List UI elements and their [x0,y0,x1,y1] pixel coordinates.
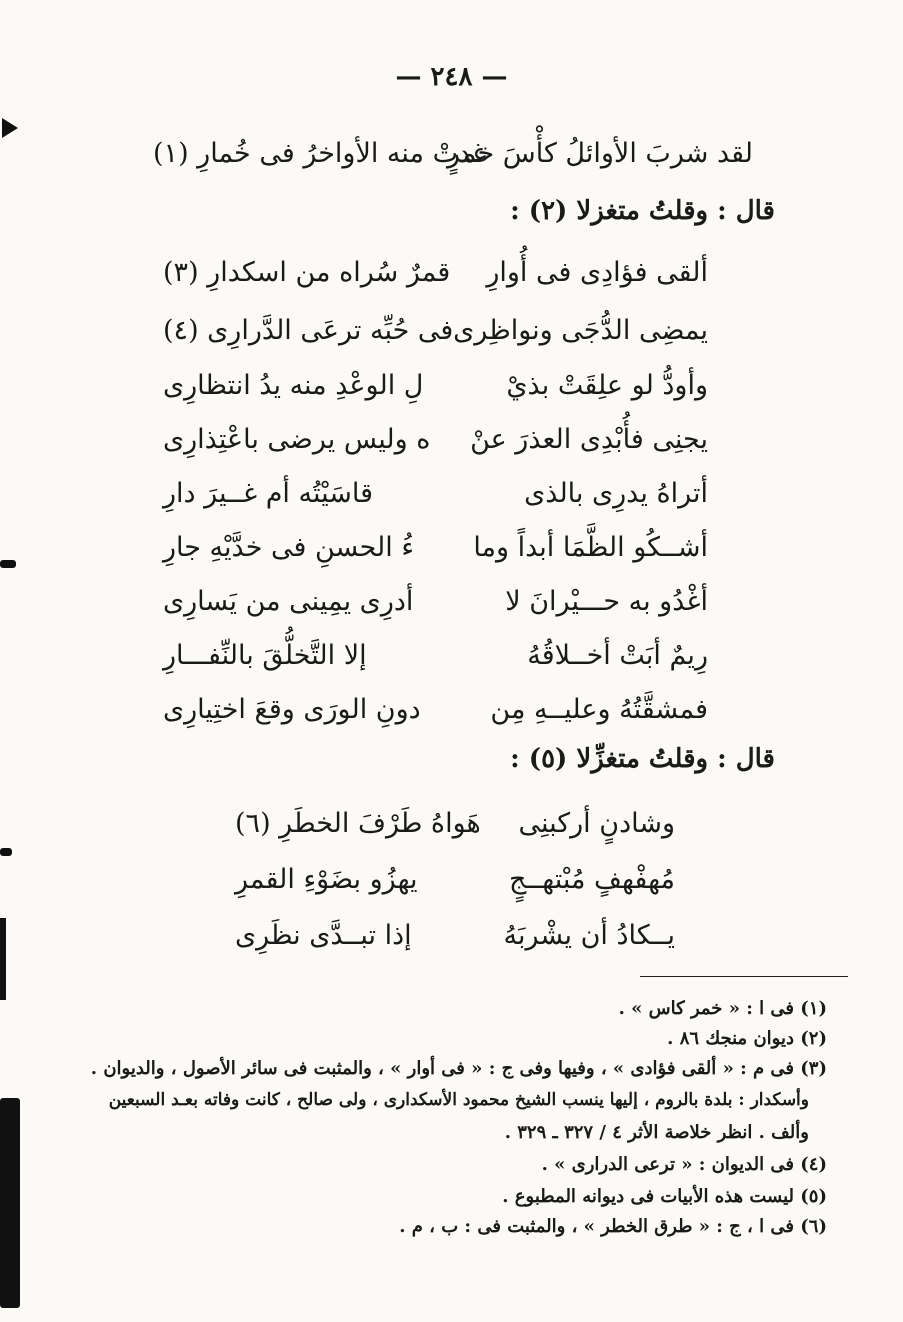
footnote-2: (٢) ديوان منجك ٨٦ . [667,1028,827,1049]
hemistich-second: هَواهُ طَرْفَ الخطَرِ (٦) [235,808,481,839]
hemistich-first: يجنِى فأُبْدِى العذرَ عنْ [470,424,708,455]
footnote-6: (٦) فى ا ، ج : « طرق الخطر » ، والمثبت فى : ب ، م . [399,1216,827,1237]
hemistich-first: رِيمٌ أبَتْ أخــلاقُهُ [527,640,708,671]
hemistich-second: فى حُبِّه ترعَى الدَّرارِى (٤) [163,315,454,346]
hemistich-second: أدرِى يمِينى من يَسارِى [163,586,414,617]
hemistich-first: أغْدُو به حـــيْرانَ لا [505,586,708,617]
footnote-5: (٥) ليست هذه الأبيات فى ديوانه المطبوع . [502,1186,827,1207]
footnote-3: (٣) فى م : « ألقى فؤادى » ، وفيها وفى ج : « فى أوار » ، والمثبت فى سائر الأصول ، والديوان . [90,1058,827,1079]
poem-intro-1: قال : وقلتُ متغزلا (٢) : [510,196,775,226]
page-number: — ٢٤٨ — [395,62,508,92]
hemistich-first: يــكادُ أن يشْربَهُ [503,920,675,951]
hemistich-first: مُهفْهفٍ مُبْتهــجٍ [509,864,675,895]
footnote-1: (١) فى ا : « خمر كاس » . [618,998,827,1019]
hemistich-second: إذا تبــدَّى نظَرِى [235,920,412,951]
footnote-divider [640,976,848,977]
hemistich-first: يمضِى الدُّجَى ونواظِرى [453,315,708,346]
hemistich-second: قمرٌ سُراه من اسكدارِ (٣) [163,257,451,288]
scan-edge-bar-1 [0,918,6,1000]
hemistich-second: إلا التَّخلُّقَ بالنِّفـــارِ [163,640,367,671]
footnote-3-cont-2: وألف . انظر خلاصة الأثر ٤ / ٣٢٧ ـ ٣٢٩ . [504,1122,809,1143]
hemistich-first: وشادنٍ أركبنِى [518,808,675,839]
hemistich-first: فمشقَّتُهُ وعليــهِ مِن [490,694,708,725]
hemistich-first: ألقى فؤادِى فى أُوارِ [486,257,708,288]
verse-hemistich-second: غدتْ منه الأواخرُ فى خُمارِ (١) [153,138,487,169]
hemistich-second: ه وليس يرضى باعْتِذارِى [163,424,431,455]
scan-edge-mark-low [0,848,12,856]
hemistich-first: أشــكُو الظَّمَا أبداً وما [473,532,708,563]
footnote-4: (٤) فى الديوان : « ترعى الدرارى » . [541,1154,827,1175]
hemistich-second: ءُ الحسنِ فى خدَّيْهِ جارِ [163,532,415,563]
hemistich-second: دونِ الورَى وقعَ اختِيارِى [163,694,421,725]
scan-edge-mark-top [2,118,18,138]
hemistich-second: لِ الوعْدِ منه يدُ انتظارِى [163,370,424,401]
poem-intro-2: قال : وقلتُ متغزِّلا (٥) : [510,744,775,774]
hemistich-second: يهزُو بضَوْءِ القمرِ [235,864,418,895]
verse-hemistich-first: لقد شربَ الأوائلُ كأْسَ خمرٍ [447,138,753,169]
scan-edge-bar-2 [0,1098,20,1308]
scan-edge-mark-mid [0,560,16,568]
hemistich-first: وأودُّ لو علِقَتْ بذيْ [506,370,708,401]
hemistich-first: أتراهُ يدرِى بالذى [524,478,708,509]
hemistich-second: قاسَيْتُه أم غــيرَ دارِ [163,478,374,509]
footnote-3-cont-1: وأسكدار : بلدة بالروم ، إليها ينسب الشيخ محمود الأسكدارى ، ولى صالح ، كانت وفاته بعـد السبعين [108,1090,809,1110]
